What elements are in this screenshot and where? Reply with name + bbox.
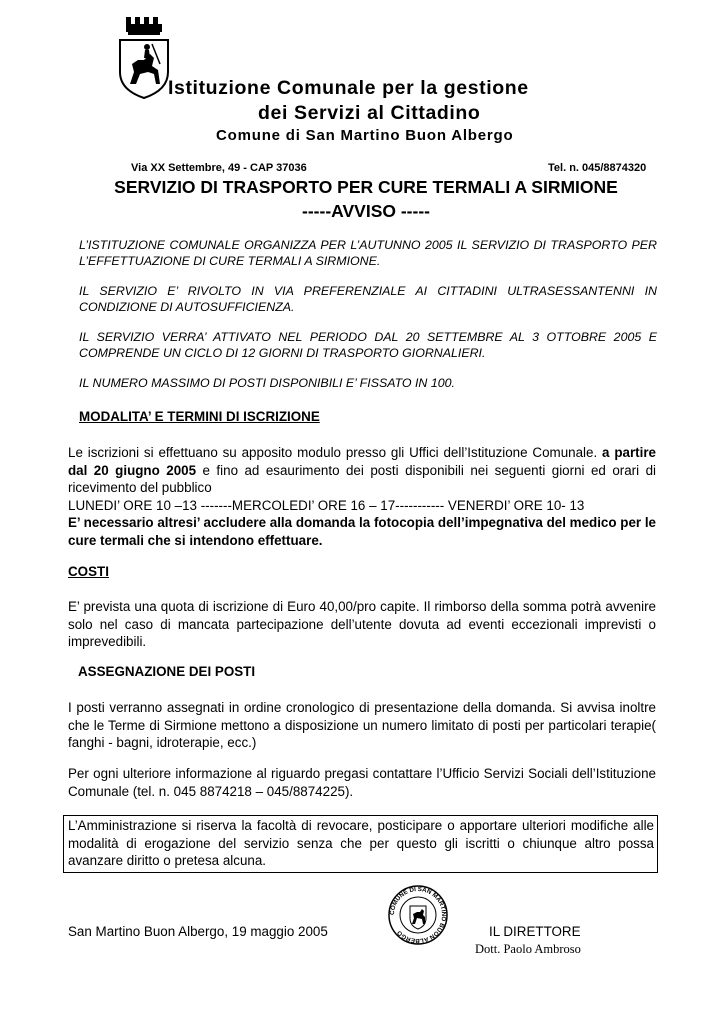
municipality-name: Comune di San Martino Buon Albergo xyxy=(216,127,514,144)
director-name: Dott. Paolo Ambroso xyxy=(475,942,581,956)
registration-requirement: E’ necessario altresi’ accludere alla domanda la fotocopia dell’impegnativa del medico per le cure termali che si intendono effettuare. xyxy=(68,515,656,548)
registration-start-date: a partire dal 20 giugno 2005 xyxy=(68,445,656,478)
notice-paragraph-1 xyxy=(79,237,657,269)
costs-heading: COSTI xyxy=(68,564,109,579)
institution-title-line2: dei Servizi al Cittadino xyxy=(258,102,481,124)
phone-number: Tel. n. 045/8874320 xyxy=(548,162,647,174)
notice-paragraph-2-text: IL SERVIZIO E’ RIVOLTO IN VIA PREFERENZIALE AI CITTADINI ULTRASESSANTENNI IN CONDIZIONE DI AUTOSUFFICIENZA. xyxy=(79,284,657,314)
assignment-text: I posti verranno assegnati in ordine cronologico di presentazione della domanda. Si avvisa inoltre che le Terme di Sirmione mettono a disposizione un numero limitato di posti per particolari terapie( fanghi - bagni, idroterapie, ecc.) xyxy=(68,700,656,750)
assignment-heading: ASSEGNAZIONE DEI POSTI xyxy=(78,664,256,679)
disclaimer-box: L’Amministrazione si riserva la facoltà di revocare, posticipare o apportare ulteriori modifiche alle modalità di erogazione del servizio senza che per questo gli iscritti o chiunque altro possa avanzare diritto o pretesa alcuna. xyxy=(63,815,658,873)
notice-paragraph-3-text: IL SERVIZIO VERRA’ ATTIVATO NEL PERIODO DAL 20 SETTEMBRE AL 3 OTTOBRE 2005 E COMPRENDE UN CICLO DI 12 GIORNI DI TRASPORTO GIORNALIERI. xyxy=(79,330,657,360)
place-and-date: San Martino Buon Albergo, 19 maggio 2005 xyxy=(68,924,328,939)
notice-paragraph-1-text: L’ISTITUZIONE COMUNALE ORGANIZZA PER L’AUTUNNO 2005 IL SERVIZIO DI TRASPORTO PER L’EFFETTUAZIONE DI CURE TERMALI A SIRMIONE. xyxy=(79,238,657,268)
institution-title-line1: Istituzione Comunale per la gestione xyxy=(168,77,529,99)
registration-text-a: Le iscrizioni si effettuano su apposito modulo presso gli Uffici dell’Istituzione Comunale. xyxy=(68,445,603,460)
contact-info: Per ogni ulteriore informazione al riguardo pregasi contattare l’Ufficio Servizi Sociali dell’Istituzione Comunale (tel. n. 045 8874218 – 045/8874225). xyxy=(68,766,656,799)
office-hours: LUNEDI’ ORE 10 –13 -------MERCOLEDI’ ORE 16 – 17----------- VENERDI’ ORE 10- 13 xyxy=(68,497,585,513)
costs-text: E’ prevista una quota di iscrizione di Euro 40,00/pro capite. Il rimborso della somma potrà avvenire solo nel caso di mancata partecipazione dell’utente dovuta ad eventi eccezionali imprevisti o imprevedibili. xyxy=(68,599,656,649)
official-stamp-icon xyxy=(387,884,449,946)
director-title: IL DIRETTORE xyxy=(489,924,581,939)
notice-paragraph-4-text: IL NUMERO MASSIMO DI POSTI DISPONIBILI E’ FISSATO IN 100. xyxy=(79,376,455,390)
notice-subheading: -----AVVISO ----- xyxy=(302,201,430,221)
address: Via XX Settembre, 49 - CAP 37036 xyxy=(131,162,307,174)
municipal-crest-icon xyxy=(114,14,174,100)
notice-paragraph-2 xyxy=(79,283,657,315)
notice-paragraph-3 xyxy=(79,329,657,361)
notice-heading: SERVIZIO DI TRASPORTO PER CURE TERMALI A SIRMIONE xyxy=(114,177,618,197)
notice-paragraph-4 xyxy=(79,375,657,391)
stamp-text: COMUNE DI SAN MARTINO BUON ALBERGO xyxy=(388,885,448,945)
registration-text-b: e fino ad esaurimento dei posti disponibili nei seguenti giorni ed orari di ricevimento del pubblico xyxy=(68,462,657,495)
registration-text xyxy=(68,444,656,549)
registration-heading: MODALITA’ E TERMINI DI ISCRIZIONE xyxy=(79,409,320,424)
